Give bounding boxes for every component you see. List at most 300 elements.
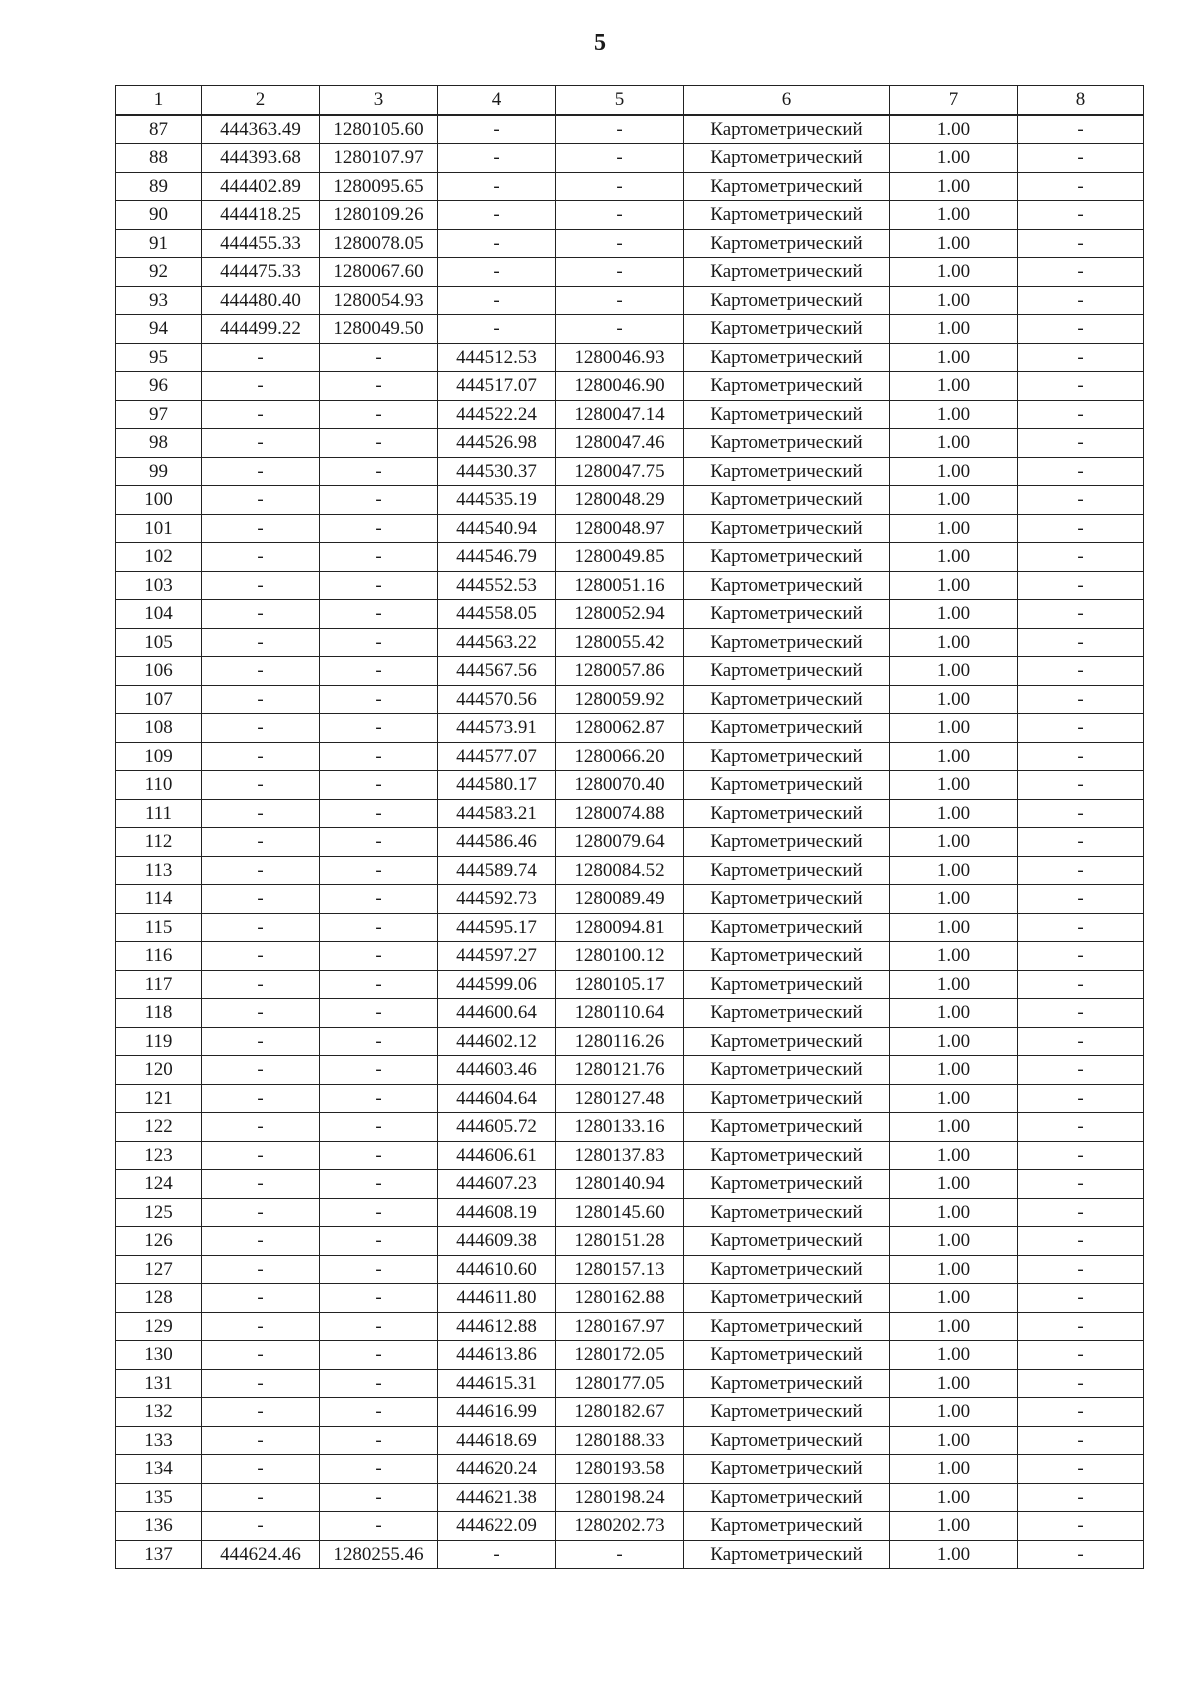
cell-x-coordinate: - [202, 1141, 320, 1170]
cell-y-coordinate: - [320, 885, 438, 914]
cell-description: - [1018, 1027, 1144, 1056]
cell-y-coordinate-new: 1280062.87 [556, 714, 684, 743]
cell-x-coordinate: - [202, 1113, 320, 1142]
cell-point-number: 87 [116, 115, 202, 144]
cell-accuracy: 1.00 [890, 970, 1018, 999]
cell-y-coordinate: - [320, 514, 438, 543]
cell-y-coordinate-new: 1280048.97 [556, 514, 684, 543]
cell-y-coordinate-new: 1280047.46 [556, 429, 684, 458]
cell-accuracy: 1.00 [890, 1398, 1018, 1427]
cell-description: - [1018, 999, 1144, 1028]
cell-method: Картометрический [684, 828, 890, 857]
table-row [116, 543, 1144, 572]
cell-description: - [1018, 600, 1144, 629]
cell-x-coordinate-new: 444517.07 [438, 372, 556, 401]
cell-y-coordinate: - [320, 742, 438, 771]
cell-y-coordinate-new: 1280046.93 [556, 343, 684, 372]
cell-accuracy: 1.00 [890, 600, 1018, 629]
cell-y-coordinate: 1280107.97 [320, 144, 438, 173]
cell-point-number: 89 [116, 172, 202, 201]
table-row [116, 514, 1144, 543]
cell-x-coordinate-new: - [438, 1540, 556, 1569]
cell-point-number: 97 [116, 400, 202, 429]
cell-x-coordinate: - [202, 999, 320, 1028]
cell-x-coordinate-new: 444622.09 [438, 1512, 556, 1541]
page-number: 5 [594, 30, 606, 56]
cell-x-coordinate: 444455.33 [202, 229, 320, 258]
cell-description: - [1018, 942, 1144, 971]
cell-point-number: 109 [116, 742, 202, 771]
cell-x-coordinate: - [202, 1455, 320, 1484]
column-header: 6 [684, 86, 890, 115]
cell-description: - [1018, 1198, 1144, 1227]
cell-method: Картометрический [684, 1540, 890, 1569]
cell-description: - [1018, 286, 1144, 315]
cell-accuracy: 1.00 [890, 115, 1018, 144]
table-row [116, 913, 1144, 942]
table-row [116, 742, 1144, 771]
cell-y-coordinate: - [320, 1426, 438, 1455]
cell-description: - [1018, 1483, 1144, 1512]
cell-method: Картометрический [684, 286, 890, 315]
cell-description: - [1018, 913, 1144, 942]
cell-y-coordinate-new: 1280047.14 [556, 400, 684, 429]
cell-method: Картометрический [684, 1341, 890, 1370]
cell-accuracy: 1.00 [890, 229, 1018, 258]
cell-point-number: 119 [116, 1027, 202, 1056]
column-header: 1 [116, 86, 202, 115]
cell-accuracy: 1.00 [890, 429, 1018, 458]
cell-point-number: 122 [116, 1113, 202, 1142]
cell-y-coordinate: - [320, 343, 438, 372]
table-row [116, 1084, 1144, 1113]
cell-method: Картометрический [684, 999, 890, 1028]
cell-y-coordinate: - [320, 600, 438, 629]
cell-y-coordinate-new: 1280121.76 [556, 1056, 684, 1085]
cell-point-number: 126 [116, 1227, 202, 1256]
cell-point-number: 112 [116, 828, 202, 857]
table-row [116, 1483, 1144, 1512]
cell-accuracy: 1.00 [890, 457, 1018, 486]
cell-x-coordinate-new: 444600.64 [438, 999, 556, 1028]
cell-accuracy: 1.00 [890, 1540, 1018, 1569]
cell-x-coordinate: 444402.89 [202, 172, 320, 201]
cell-x-coordinate: 444363.49 [202, 115, 320, 144]
cell-point-number: 115 [116, 913, 202, 942]
cell-description: - [1018, 543, 1144, 572]
cell-x-coordinate-new: 444599.06 [438, 970, 556, 999]
cell-x-coordinate: - [202, 1341, 320, 1370]
cell-description: - [1018, 343, 1144, 372]
cell-method: Картометрический [684, 1113, 890, 1142]
cell-x-coordinate-new: 444577.07 [438, 742, 556, 771]
cell-y-coordinate-new: 1280167.97 [556, 1312, 684, 1341]
cell-x-coordinate-new: 444611.80 [438, 1284, 556, 1313]
cell-x-coordinate: - [202, 1312, 320, 1341]
cell-method: Картометрический [684, 571, 890, 600]
cell-method: Картометрический [684, 372, 890, 401]
cell-y-coordinate: - [320, 970, 438, 999]
cell-method: Картометрический [684, 913, 890, 942]
cell-description: - [1018, 1398, 1144, 1427]
cell-point-number: 128 [116, 1284, 202, 1313]
cell-method: Картометрический [684, 201, 890, 230]
cell-y-coordinate: - [320, 1284, 438, 1313]
cell-method: Картометрический [684, 457, 890, 486]
cell-x-coordinate: - [202, 600, 320, 629]
cell-y-coordinate-new: 1280140.94 [556, 1170, 684, 1199]
cell-y-coordinate: - [320, 856, 438, 885]
table-row [116, 1312, 1144, 1341]
table-row [116, 229, 1144, 258]
table-row [116, 372, 1144, 401]
cell-y-coordinate-new: - [556, 1540, 684, 1569]
cell-y-coordinate: - [320, 1084, 438, 1113]
cell-x-coordinate: - [202, 1227, 320, 1256]
cell-y-coordinate: 1280095.65 [320, 172, 438, 201]
cell-point-number: 130 [116, 1341, 202, 1370]
cell-accuracy: 1.00 [890, 144, 1018, 173]
cell-description: - [1018, 1341, 1144, 1370]
cell-x-coordinate: - [202, 742, 320, 771]
cell-accuracy: 1.00 [890, 1426, 1018, 1455]
cell-y-coordinate: - [320, 1170, 438, 1199]
cell-x-coordinate-new: 444563.22 [438, 628, 556, 657]
cell-x-coordinate: 444393.68 [202, 144, 320, 173]
column-header: 4 [438, 86, 556, 115]
cell-y-coordinate-new: - [556, 144, 684, 173]
cell-y-coordinate: - [320, 771, 438, 800]
cell-y-coordinate-new: 1280193.58 [556, 1455, 684, 1484]
cell-x-coordinate-new: 444605.72 [438, 1113, 556, 1142]
cell-y-coordinate-new: 1280074.88 [556, 799, 684, 828]
cell-x-coordinate: - [202, 1483, 320, 1512]
cell-description: - [1018, 172, 1144, 201]
cell-accuracy: 1.00 [890, 657, 1018, 686]
cell-x-coordinate-new: 444573.91 [438, 714, 556, 743]
cell-y-coordinate-new: - [556, 315, 684, 344]
cell-point-number: 111 [116, 799, 202, 828]
cell-method: Картометрический [684, 771, 890, 800]
cell-x-coordinate-new: 444608.19 [438, 1198, 556, 1227]
cell-x-coordinate: - [202, 1027, 320, 1056]
cell-method: Картометрический [684, 258, 890, 287]
cell-accuracy: 1.00 [890, 1056, 1018, 1085]
cell-accuracy: 1.00 [890, 1341, 1018, 1370]
cell-accuracy: 1.00 [890, 1483, 1018, 1512]
cell-y-coordinate-new: 1280046.90 [556, 372, 684, 401]
cell-point-number: 132 [116, 1398, 202, 1427]
cell-y-coordinate-new: 1280177.05 [556, 1369, 684, 1398]
cell-x-coordinate: - [202, 486, 320, 515]
cell-description: - [1018, 1312, 1144, 1341]
cell-accuracy: 1.00 [890, 828, 1018, 857]
cell-y-coordinate: - [320, 1369, 438, 1398]
cell-description: - [1018, 315, 1144, 344]
cell-x-coordinate-new: 444615.31 [438, 1369, 556, 1398]
cell-description: - [1018, 229, 1144, 258]
cell-description: - [1018, 799, 1144, 828]
cell-y-coordinate-new: 1280070.40 [556, 771, 684, 800]
cell-description: - [1018, 1369, 1144, 1398]
cell-y-coordinate: - [320, 1483, 438, 1512]
cell-x-coordinate: - [202, 429, 320, 458]
cell-method: Картометрический [684, 799, 890, 828]
cell-accuracy: 1.00 [890, 628, 1018, 657]
cell-x-coordinate-new: 444583.21 [438, 799, 556, 828]
cell-y-coordinate: 1280109.26 [320, 201, 438, 230]
cell-x-coordinate: 444480.40 [202, 286, 320, 315]
cell-description: - [1018, 856, 1144, 885]
cell-y-coordinate-new: 1280066.20 [556, 742, 684, 771]
cell-method: Картометрический [684, 1369, 890, 1398]
cell-y-coordinate: 1280049.50 [320, 315, 438, 344]
cell-x-coordinate-new: - [438, 315, 556, 344]
cell-accuracy: 1.00 [890, 286, 1018, 315]
cell-description: - [1018, 1255, 1144, 1284]
cell-y-coordinate: 1280105.60 [320, 115, 438, 144]
cell-method: Картометрический [684, 1255, 890, 1284]
cell-point-number: 135 [116, 1483, 202, 1512]
table-row [116, 172, 1144, 201]
cell-method: Картометрический [684, 1398, 890, 1427]
table-row [116, 628, 1144, 657]
cell-description: - [1018, 1284, 1144, 1313]
cell-y-coordinate-new: 1280182.67 [556, 1398, 684, 1427]
cell-y-coordinate-new: 1280051.16 [556, 571, 684, 600]
cell-accuracy: 1.00 [890, 1369, 1018, 1398]
cell-x-coordinate: - [202, 856, 320, 885]
cell-x-coordinate-new: 444512.53 [438, 343, 556, 372]
cell-y-coordinate: 1280255.46 [320, 1540, 438, 1569]
cell-method: Картометрический [684, 628, 890, 657]
cell-point-number: 121 [116, 1084, 202, 1113]
cell-y-coordinate-new: 1280057.86 [556, 657, 684, 686]
table-row [116, 400, 1144, 429]
cell-method: Картометрический [684, 714, 890, 743]
cell-point-number: 123 [116, 1141, 202, 1170]
table-row [116, 1141, 1144, 1170]
cell-accuracy: 1.00 [890, 543, 1018, 572]
table-row [116, 1227, 1144, 1256]
cell-accuracy: 1.00 [890, 1312, 1018, 1341]
cell-x-coordinate-new: 444540.94 [438, 514, 556, 543]
cell-method: Картометрический [684, 600, 890, 629]
cell-description: - [1018, 1426, 1144, 1455]
cell-method: Картометрический [684, 742, 890, 771]
cell-x-coordinate-new: 444586.46 [438, 828, 556, 857]
cell-y-coordinate: - [320, 1312, 438, 1341]
cell-x-coordinate-new: - [438, 201, 556, 230]
cell-y-coordinate: - [320, 1255, 438, 1284]
cell-method: Картометрический [684, 315, 890, 344]
cell-description: - [1018, 1455, 1144, 1484]
cell-y-coordinate-new: 1280105.17 [556, 970, 684, 999]
cell-y-coordinate: - [320, 799, 438, 828]
cell-y-coordinate-new: 1280084.52 [556, 856, 684, 885]
cell-description: - [1018, 486, 1144, 515]
cell-method: Картометрический [684, 1483, 890, 1512]
cell-point-number: 110 [116, 771, 202, 800]
cell-description: - [1018, 1227, 1144, 1256]
table-row [116, 1284, 1144, 1313]
table-row [116, 1113, 1144, 1142]
cell-method: Картометрический [684, 885, 890, 914]
cell-description: - [1018, 885, 1144, 914]
cell-method: Картометрический [684, 400, 890, 429]
cell-x-coordinate: - [202, 543, 320, 572]
cell-accuracy: 1.00 [890, 514, 1018, 543]
cell-point-number: 117 [116, 970, 202, 999]
cell-x-coordinate-new: 444621.38 [438, 1483, 556, 1512]
cell-x-coordinate: - [202, 1084, 320, 1113]
cell-y-coordinate-new: - [556, 258, 684, 287]
cell-description: - [1018, 1113, 1144, 1142]
cell-x-coordinate: - [202, 1398, 320, 1427]
cell-method: Картометрический [684, 1284, 890, 1313]
table-row [116, 1369, 1144, 1398]
cell-point-number: 118 [116, 999, 202, 1028]
cell-x-coordinate-new: - [438, 115, 556, 144]
cell-y-coordinate: - [320, 1398, 438, 1427]
cell-point-number: 137 [116, 1540, 202, 1569]
cell-method: Картометрический [684, 1426, 890, 1455]
cell-x-coordinate-new: 444526.98 [438, 429, 556, 458]
cell-description: - [1018, 742, 1144, 771]
cell-y-coordinate-new: 1280100.12 [556, 942, 684, 971]
cell-method: Картометрический [684, 856, 890, 885]
cell-x-coordinate: - [202, 1170, 320, 1199]
cell-accuracy: 1.00 [890, 172, 1018, 201]
cell-y-coordinate: 1280078.05 [320, 229, 438, 258]
table-row [116, 714, 1144, 743]
cell-method: Картометрический [684, 970, 890, 999]
cell-point-number: 133 [116, 1426, 202, 1455]
cell-y-coordinate-new: - [556, 286, 684, 315]
cell-x-coordinate-new: 444609.38 [438, 1227, 556, 1256]
cell-x-coordinate-new: - [438, 172, 556, 201]
cell-accuracy: 1.00 [890, 315, 1018, 344]
cell-y-coordinate: - [320, 1341, 438, 1370]
cell-y-coordinate: 1280067.60 [320, 258, 438, 287]
cell-x-coordinate-new: - [438, 286, 556, 315]
cell-y-coordinate: - [320, 1113, 438, 1142]
cell-method: Картометрический [684, 1227, 890, 1256]
cell-x-coordinate-new: 444589.74 [438, 856, 556, 885]
table-body [116, 115, 1144, 1569]
cell-y-coordinate: 1280054.93 [320, 286, 438, 315]
cell-x-coordinate-new: 444620.24 [438, 1455, 556, 1484]
cell-y-coordinate: - [320, 1227, 438, 1256]
cell-y-coordinate: - [320, 999, 438, 1028]
cell-x-coordinate-new: 444580.17 [438, 771, 556, 800]
coordinates-table [115, 85, 1144, 1569]
cell-accuracy: 1.00 [890, 913, 1018, 942]
cell-accuracy: 1.00 [890, 1170, 1018, 1199]
cell-y-coordinate: - [320, 628, 438, 657]
cell-description: - [1018, 628, 1144, 657]
cell-point-number: 120 [116, 1056, 202, 1085]
cell-x-coordinate-new: 444612.88 [438, 1312, 556, 1341]
cell-x-coordinate: - [202, 657, 320, 686]
cell-y-coordinate: - [320, 571, 438, 600]
table-row [116, 942, 1144, 971]
cell-point-number: 106 [116, 657, 202, 686]
cell-method: Картометрический [684, 1312, 890, 1341]
cell-accuracy: 1.00 [890, 1227, 1018, 1256]
cell-point-number: 94 [116, 315, 202, 344]
column-header: 2 [202, 86, 320, 115]
table-row [116, 799, 1144, 828]
table-row [116, 1540, 1144, 1569]
cell-y-coordinate-new: 1280049.85 [556, 543, 684, 572]
cell-y-coordinate-new: 1280133.16 [556, 1113, 684, 1142]
cell-y-coordinate-new: 1280151.28 [556, 1227, 684, 1256]
table-row [116, 771, 1144, 800]
cell-method: Картометрический [684, 229, 890, 258]
cell-accuracy: 1.00 [890, 372, 1018, 401]
cell-x-coordinate: - [202, 685, 320, 714]
cell-point-number: 124 [116, 1170, 202, 1199]
cell-point-number: 116 [116, 942, 202, 971]
cell-point-number: 136 [116, 1512, 202, 1541]
cell-y-coordinate: - [320, 942, 438, 971]
cell-y-coordinate: - [320, 1198, 438, 1227]
cell-point-number: 90 [116, 201, 202, 230]
cell-y-coordinate-new: 1280116.26 [556, 1027, 684, 1056]
cell-x-coordinate-new: 444535.19 [438, 486, 556, 515]
header-row [116, 86, 1144, 115]
cell-point-number: 127 [116, 1255, 202, 1284]
cell-y-coordinate-new: - [556, 229, 684, 258]
cell-x-coordinate: - [202, 942, 320, 971]
cell-y-coordinate-new: 1280162.88 [556, 1284, 684, 1313]
cell-x-coordinate: - [202, 1369, 320, 1398]
cell-point-number: 134 [116, 1455, 202, 1484]
cell-accuracy: 1.00 [890, 571, 1018, 600]
cell-point-number: 100 [116, 486, 202, 515]
cell-x-coordinate: 444475.33 [202, 258, 320, 287]
cell-y-coordinate-new: 1280110.64 [556, 999, 684, 1028]
cell-y-coordinate-new: - [556, 172, 684, 201]
cell-y-coordinate-new: 1280089.49 [556, 885, 684, 914]
table-row [116, 343, 1144, 372]
cell-point-number: 102 [116, 543, 202, 572]
column-header: 7 [890, 86, 1018, 115]
cell-method: Картометрический [684, 1455, 890, 1484]
cell-x-coordinate-new: 444595.17 [438, 913, 556, 942]
table-row [116, 1255, 1144, 1284]
cell-y-coordinate-new: 1280127.48 [556, 1084, 684, 1113]
cell-y-coordinate-new: 1280094.81 [556, 913, 684, 942]
cell-point-number: 125 [116, 1198, 202, 1227]
cell-y-coordinate-new: - [556, 115, 684, 144]
cell-accuracy: 1.00 [890, 856, 1018, 885]
cell-x-coordinate: - [202, 970, 320, 999]
cell-description: - [1018, 144, 1144, 173]
cell-x-coordinate: 444624.46 [202, 1540, 320, 1569]
cell-accuracy: 1.00 [890, 1512, 1018, 1541]
cell-y-coordinate-new: 1280079.64 [556, 828, 684, 857]
cell-x-coordinate-new: 444570.56 [438, 685, 556, 714]
table-row [116, 571, 1144, 600]
cell-x-coordinate-new: 444604.64 [438, 1084, 556, 1113]
table-row [116, 144, 1144, 173]
table-row [116, 457, 1144, 486]
table-row [116, 828, 1144, 857]
cell-description: - [1018, 457, 1144, 486]
cell-y-coordinate: - [320, 429, 438, 458]
